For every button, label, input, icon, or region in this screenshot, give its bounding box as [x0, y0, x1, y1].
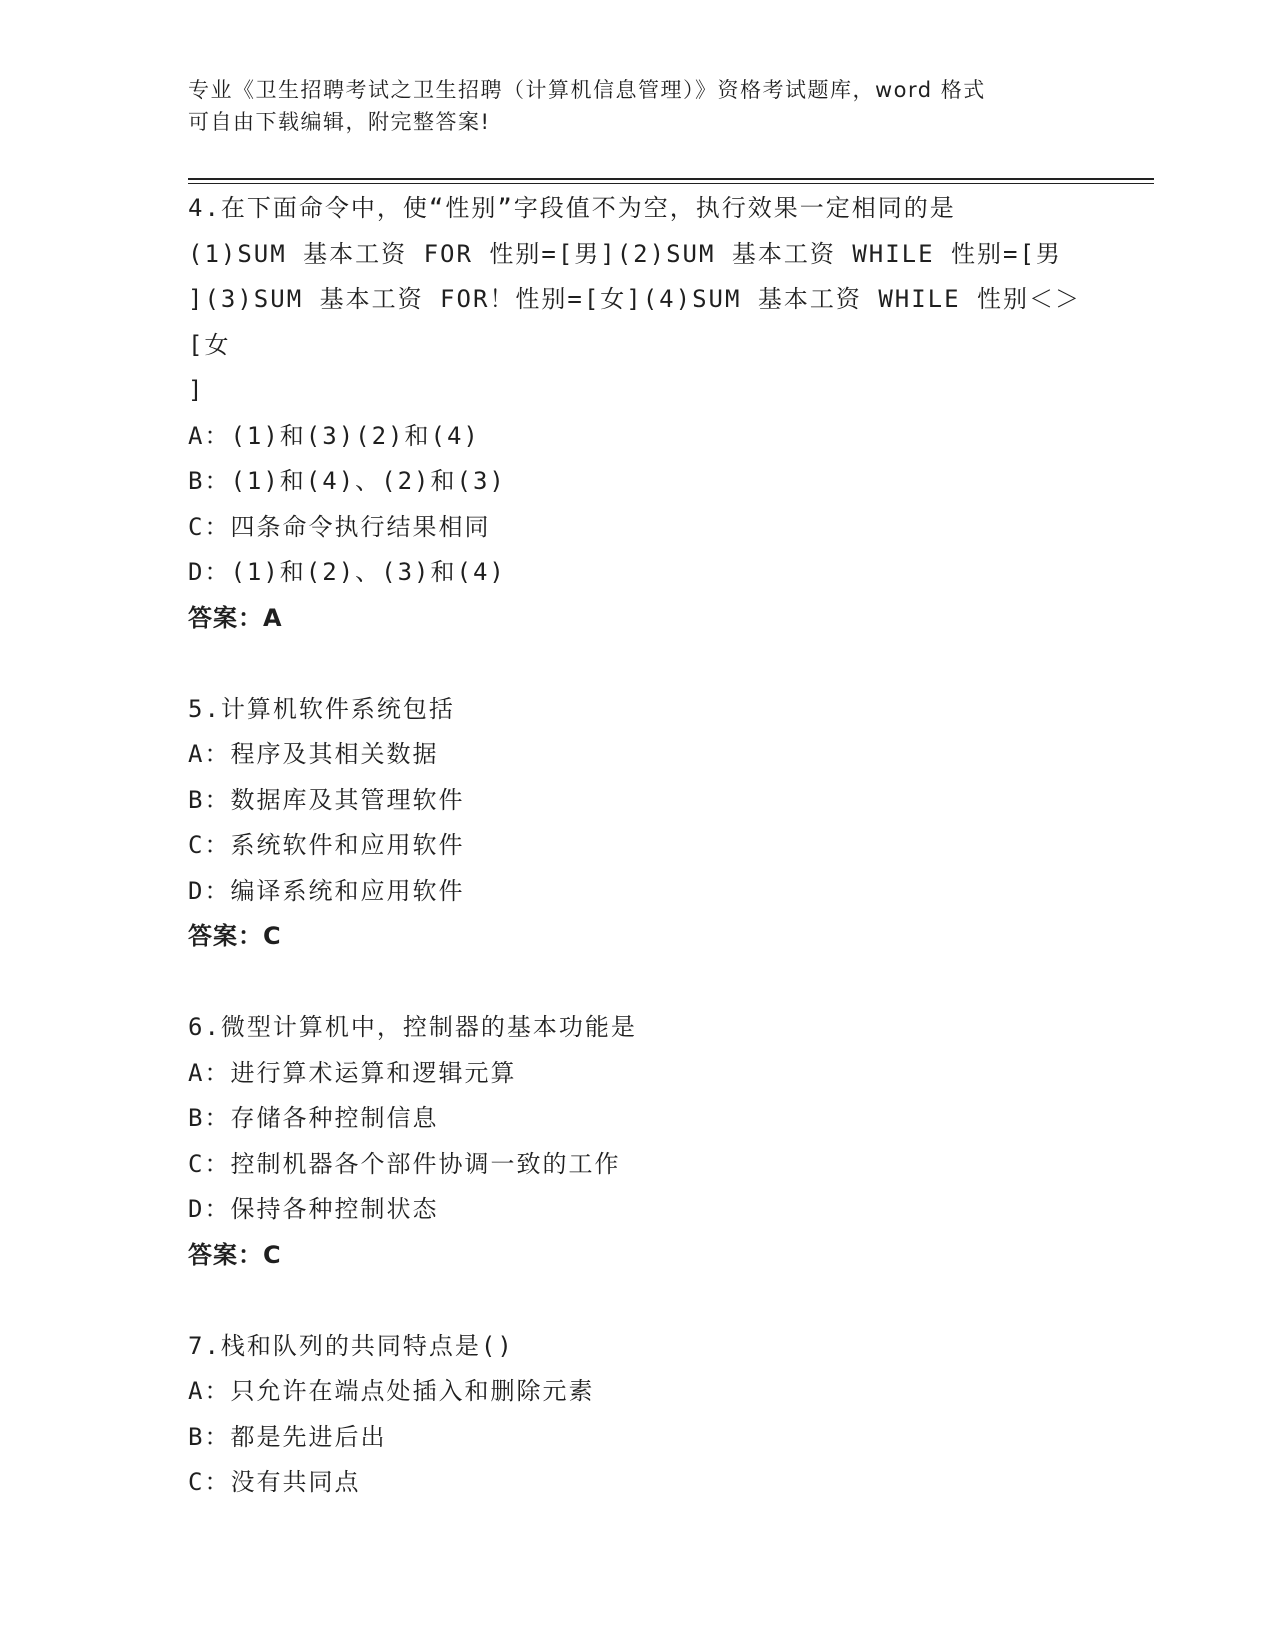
question-list [188, 186, 1088, 1506]
document-header [188, 74, 1068, 138]
question-spacer [188, 960, 1088, 1006]
option-a: A：进行算术运算和逻辑元算 [188, 1058, 517, 1087]
answer-label: 答案：C [188, 922, 282, 950]
question-stem-line: 7.栈和队列的共同特点是() [188, 1331, 514, 1360]
option-a: A：只允许在端点处插入和删除元素 [188, 1377, 595, 1405]
option-d: D：保持各种控制状态 [188, 1195, 439, 1223]
question-stem-line: 6.微型计算机中，控制器的基本功能是 [188, 1013, 637, 1041]
option-c: C：没有共同点 [188, 1468, 361, 1496]
question-stem-line: (1)SUM 基本工资 FOR 性别=[男](2)SUM 基本工资 WHILE 性别=[男 [188, 239, 1062, 268]
option-c: C：系统软件和应用软件 [188, 831, 465, 859]
option-a: A：程序及其相关数据 [188, 740, 439, 768]
option-b: B：都是先进后出 [188, 1422, 387, 1451]
option-b: B：存储各种控制信息 [188, 1104, 439, 1132]
option-d: D：(1)和(2)、(3)和(4) [188, 558, 506, 586]
answer-label: 答案：A [188, 603, 283, 632]
question-4 [188, 186, 1088, 641]
option-d: D：编译系统和应用软件 [188, 876, 465, 905]
option-b: B：(1)和(4)、(2)和(3) [188, 467, 506, 495]
option-b: B：数据库及其管理软件 [188, 785, 465, 814]
question-stem-line: ] [188, 376, 205, 404]
question-6 [188, 1005, 1088, 1278]
option-c: C：四条命令执行结果相同 [188, 512, 491, 541]
header-rule-thin [188, 183, 1154, 184]
header-rule-thick [188, 178, 1154, 180]
question-spacer [188, 641, 1088, 687]
question-7 [188, 1324, 1088, 1506]
option-a: A：(1)和(3)(2)和(4) [188, 421, 480, 450]
option-c: C：控制机器各个部件协调一致的工作 [188, 1149, 621, 1178]
question-5 [188, 687, 1088, 960]
question-stem-line: 4.在下面命令中，使“性别”字段值不为空，执行效果一定相同的是 [188, 194, 956, 222]
answer-label: 答案：C [188, 1240, 282, 1269]
question-stem-line: 5.计算机软件系统包括 [188, 694, 455, 723]
question-spacer [188, 1278, 1088, 1324]
header-line-1: 专业《卫生招聘考试之卫生招聘（计算机信息管理）》资格考试题库，word 格式 [188, 78, 986, 102]
header-line-2: 可自由下载编辑，附完整答案! [188, 110, 491, 134]
question-stem-line: ](3)SUM 基本工资 FOR！性别=[女](4)SUM 基本工资 WHILE 性别＜＞[女 [188, 285, 1082, 359]
